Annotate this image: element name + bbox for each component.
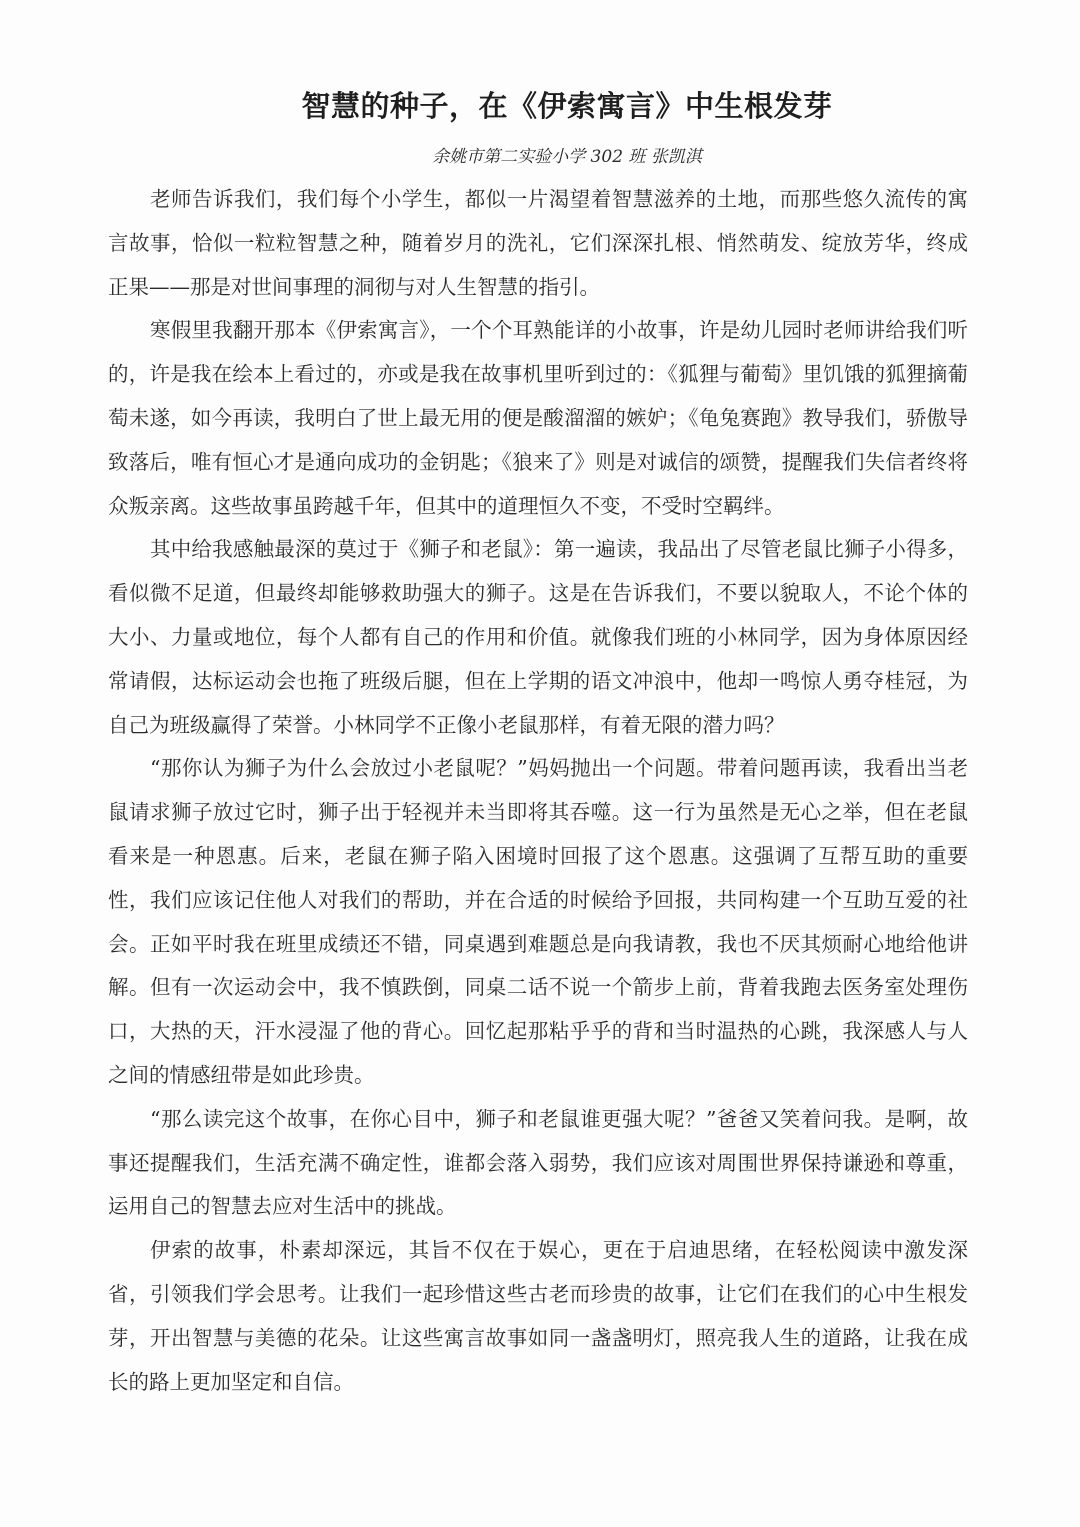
paragraph: 老师告诉我们，我们每个小学生，都似一片渴望着智慧滋养的土地，而那些悠久流传的寓言故事，恰似一粒粒智慧之种，随着岁月的洗礼，它们深深扎根、悄然萌发、绽放芳华，终成正果——那是对世间事理的洞彻与对人生智慧的指引。 — [108, 187, 968, 299]
author-byline: 余姚市第二实验小学 302 班 张凯淇 — [432, 147, 702, 167]
paragraph: “那你认为狮子为什么会放过小老鼠呢？”妈妈抛出一个问题。带着问题再读，我看出当老鼠请求狮子放过它时，狮子出于轻视并未当即将其吞噬。这一行为虽然是无心之举，但在老鼠看来是一种恩惠。后来，老鼠在狮子陷入困境时回报了这个恩惠。这强调了互帮互助的重要性，我们应该记住他人对我们的帮助，并在合适的时候给予回报，共同构建一个互助互爱的社会。正如平时我在班里成绩还不错，同桌遇到难题总是向我请教，我也不厌其烦耐心地给他讲解。但有一次运动会中，我不慎跌倒，同桌二话不说一个箭步上前，背着我跑去医务室处理伤口，大热的天，汗水浸湿了他的背心。回忆起那粘乎乎的背和当时温热的心跳，我深感人与人之间的情感纽带是如此珍贵。 — [108, 756, 968, 1087]
paragraph: 寒假里我翻开那本《伊索寓言》，一个个耳熟能详的小故事，许是幼儿园时老师讲给我们听的，许是我在绘本上看过的，亦或是我在故事机里听到过的：《狐狸与葡萄》里饥饿的狐狸摘葡萄未遂，如今再读，我明白了世上最无用的便是酸溜溜的嫉妒；《龟兔赛跑》教导我们，骄傲导致落后，唯有恒心才是通向成功的金钥匙；《狼来了》则是对诚信的颂赞，提醒我们失信者终将众叛亲离。这些故事虽跨越千年，但其中的道理恒久不变，不受时空羁绊。 — [108, 318, 968, 518]
paragraph: 伊索的故事，朴素却深远，其旨不仅在于娱心，更在于启迪思绪，在轻松阅读中激发深省，引领我们学会思考。让我们一起珍惜这些古老而珍贵的故事，让它们在我们的心中生根发芽，开出智慧与美德的花朵。让这些寓言故事如同一盏盏明灯，照亮我人生的道路，让我在成长的路上更加坚定和自信。 — [108, 1238, 968, 1394]
document-title: 智慧的种子，在《伊索寓言》中生根发芽 — [301, 89, 833, 123]
essay-body — [108, 178, 968, 1404]
paragraph: 其中给我感触最深的莫过于《狮子和老鼠》：第一遍读，我品出了尽管老鼠比狮子小得多，看似微不足道，但最终却能够救助强大的狮子。这是在告诉我们，不要以貌取人，不论个体的大小、力量或地位，每个人都有自己的作用和价值。就像我们班的小林同学，因为身体原因经常请假，达标运动会也拖了班级后腿，但在上学期的语文冲浪中，他却一鸣惊人勇夺桂冠，为自己为班级赢得了荣誉。小林同学不正像小老鼠那样，有着无限的潜力吗？ — [108, 537, 968, 737]
paragraph: “那么读完这个故事，在你心目中，狮子和老鼠谁更强大呢？”爸爸又笑着问我。是啊，故事还提醒我们，生活充满不确定性，谁都会落入弱势，我们应该对周围世界保持谦逊和尊重，运用自己的智慧去应对生活中的挑战。 — [108, 1106, 968, 1219]
